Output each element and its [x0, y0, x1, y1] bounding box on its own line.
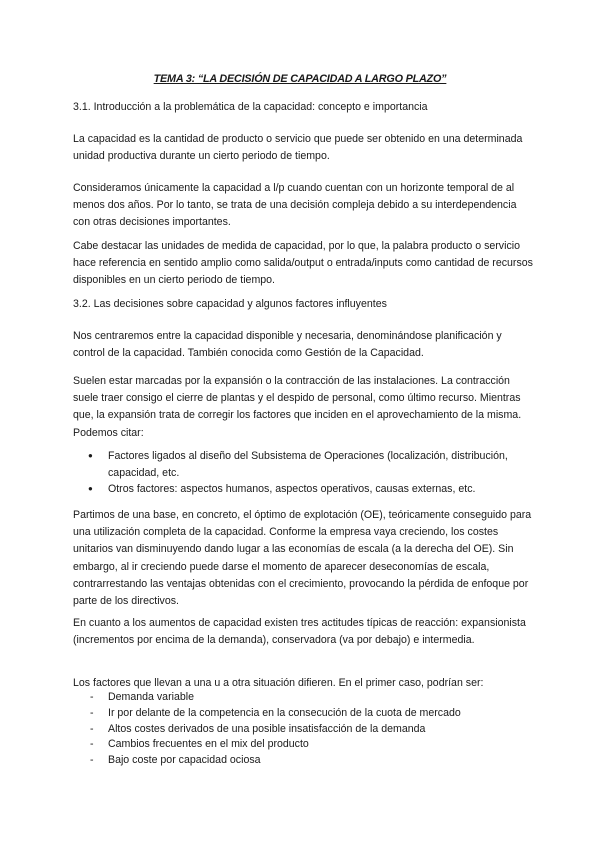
section-1-heading: 3.1. Introducción a la problemática de la capacidad: concepto e importancia — [73, 101, 428, 113]
dash-item: - Altos costes derivados de una posible insatisfacción de la demanda — [88, 722, 533, 738]
dash-item: - Ir por delante de la competencia en la consecución de la cuota de mercado — [88, 706, 533, 722]
bullet-item: ● Factores ligados al diseño del Subsistema de Operaciones (localización, distribución, capacidad, etc. — [88, 448, 533, 481]
paragraph-8: Los factores que llevan a una u a otra situación difieren. En el primer caso, podrían ser: — [73, 677, 484, 689]
paragraph-3: Cabe destacar las unidades de medida de capacidad, por lo que, la palabra producto o servicio hace referencia en sentido amplio como salida/output o entrada/inputs como cantidad de recursos disponibles en un cierto periodo de tiempo. — [73, 240, 533, 287]
section-2-heading: 3.2. Las decisiones sobre capacidad y algunos factores influyentes — [73, 298, 387, 310]
bullet-list — [88, 448, 533, 498]
dash-item: - Cambios frecuentes en el mix del producto — [88, 737, 533, 753]
paragraph-5: Suelen estar marcadas por la expansión o la contracción de las instalaciones. La contracción suele traer consigo el cierre de plantas y el despido de personal, como último recurso. Mientras que, la expansión trata de corregir los factores que inciden en el aprovechamiento de la misma. Podemos citar: — [73, 375, 522, 439]
paragraph-7: En cuanto a los aumentos de capacidad existen tres actitudes típicas de reacción: expansionista (incrementos por encima de la demanda), conservadora (va por debajo) e intermedia. — [73, 617, 526, 647]
dash-item: - Bajo coste por capacidad ociosa — [88, 753, 533, 769]
dash-list — [88, 690, 533, 769]
paragraph-2: Consideramos únicamente la capacidad a l/p cuando cuentan con un horizonte temporal de al menos dos años. Por lo tanto, se trata de una decisión compleja debido a su interdependencia con otras decisiones importantes. — [73, 182, 517, 229]
paragraph-6: Partimos de una base, en concreto, el óptimo de explotación (OE), teóricamente conseguido para una utilización completa de la capacidad. Conforme la empresa vaya creciendo, los costes unitarios van disminuyendo dando lugar a las economías de escala (a la derecha del OE). Sin embargo, al ir creciendo puede darse el momento de aparecer deseconomías de escala, contrarrestando las ventajas obtenidas con el crecimiento, provocando la pérdida de enfoque por parte de los directivos. — [73, 509, 532, 608]
paragraph-1: La capacidad es la cantidad de producto o servicio que puede ser obtenido en una determinada unidad productiva durante un cierto periodo de tiempo. — [73, 133, 523, 163]
page-title: TEMA 3: “LA DECISIÓN DE CAPACIDAD A LARGO PLAZO” — [153, 73, 447, 85]
paragraph-4: Nos centraremos entre la capacidad disponible y necesaria, denominándose planificación y control de la capacidad. También conocida como Gestión de la Capacidad. — [73, 330, 502, 360]
bullet-item: ● Otros factores: aspectos humanos, aspectos operativos, causas externas, etc. — [88, 481, 533, 498]
dash-item: - Demanda variable — [88, 690, 533, 706]
